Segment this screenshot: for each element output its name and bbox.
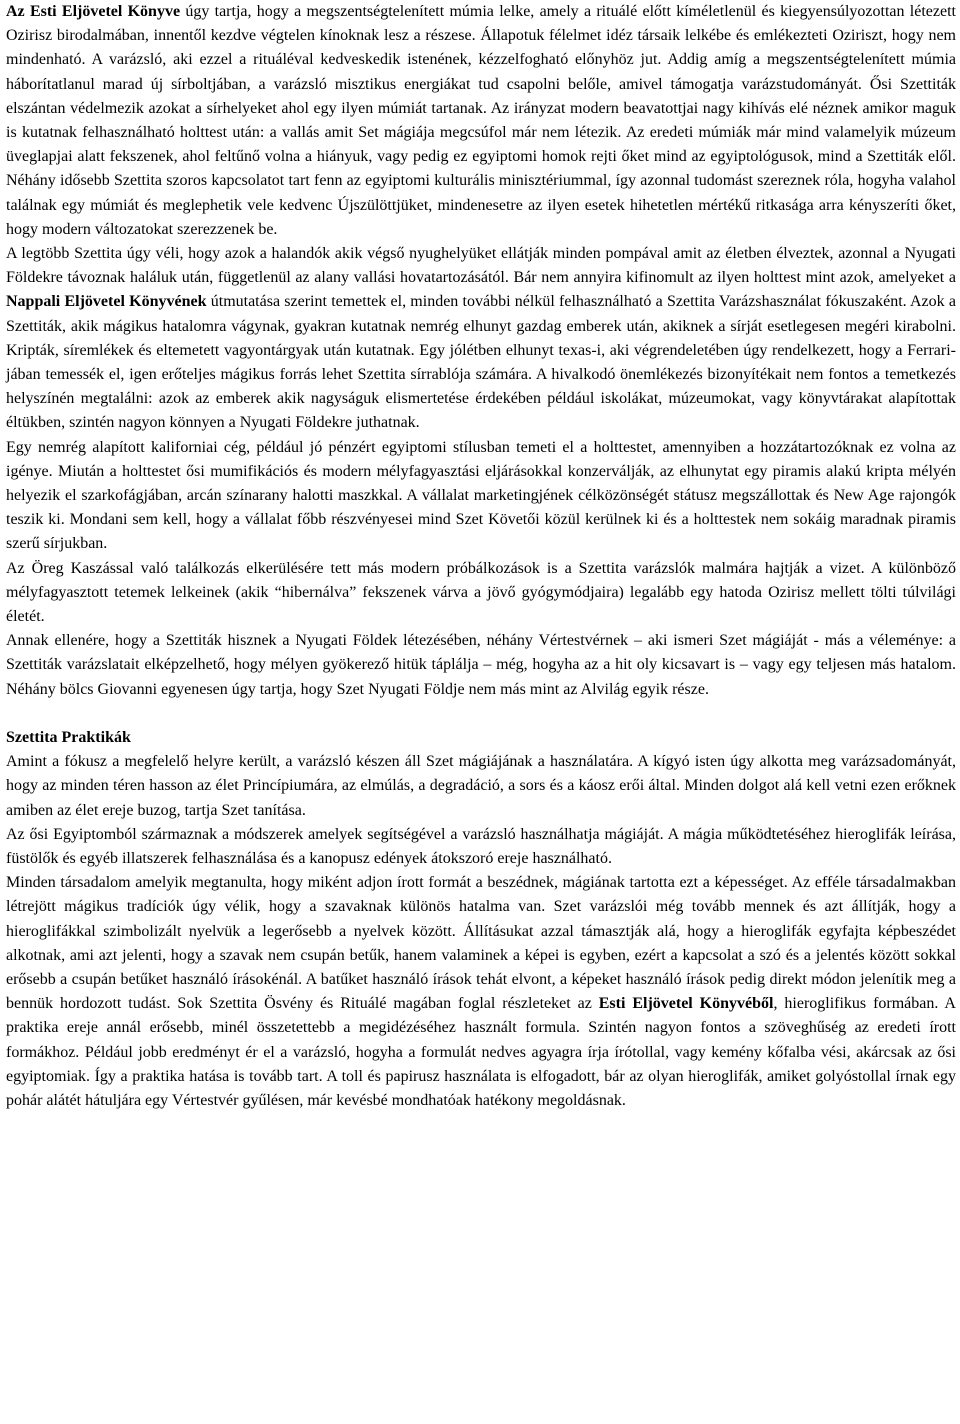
book-title: Esti Eljövetel Könyvéből [598, 995, 774, 1013]
paragraph [6, 242, 956, 436]
book-title: Az Esti Eljövetel Könyve [6, 3, 181, 20]
book-title: Nappali Eljövetel Könyvének [6, 293, 207, 311]
paragraph: Egy nemrég alapított kaliforniai cég, például jó pénzért egyiptomi stílusban temeti el a holttestet, amennyiben a hozzátartozóknak ez volna az igénye. Miután a holttestet ősi mumifikációs és modern mélyfagyasztási eljárásokkal konzerválják, az elhunytat egy piramis alakú kripta mélyén helyezik el szarkofágjában, arcán színarany halotti maszkkal. A vállalat marketingjének célközönségét státusz megszállottak és New Age rajongók teszik ki. Mondani sem kell, hogy a vállalat főbb részvényesei mind Szet Követői közül kerülnek ki és a holttestek nem sokáig maradnak piramis szerű sírjukban. [6, 438, 956, 553]
document-page [6, 0, 956, 1113]
section-heading: Szettita Praktikák [6, 728, 131, 746]
paragraph: Annak ellenére, hogy a Szettiták hisznek a Nyugati Földek létezésében, néhány Vértestvérnek – aki ismeri Szet mágiáját - más a véleménye: a Szettiták varázslatait elképzelhető, hogy mélyen gyökerező hitük táplálja – még, hogyha az a hit oly kicsavart is – vagy egy teljesen más hatalom. Néhány bölcs Giovanni egyenesen úgy tartja, hogy Szet Nyugati Földje nem más mint az Alvilág egyik része. [6, 632, 956, 698]
paragraph: Az Öreg Kaszással való találkozás elkerülésére tett más modern próbálkozások is a Szettita varázslók malmára hajtják a vizet. A különböző mélyfagyasztott tetemek lelkeinek (akik “hibernálva” fekszenek várva a jövő gyógymódjaira) legalább egy hatoda Ozirisz mellett tölti túlvilági életét. [6, 559, 956, 626]
paragraph: Amint a fókusz a megfelelő helyre került, a varázsló készen áll Szet mágiájának a használatára. A kígyó isten úgy alkotta meg varázsadományát, hogy az minden téren hasson az élet Princípiumára, az elmúlás, a degradáció, a sors és a káosz erői által. Minden dolgot alá kell vetni ezen erőknek amiben az élet ereje buzog, tartja Szet tanítása. [6, 753, 956, 819]
paragraph-text: , hieroglifikus formában. A praktika ereje annál erősebb, minél összetettebb a megidézéséhez használt formula. Szintén nagyon fontos a szöveghűség az eredeti írott formákhoz. Például jobb eredményt ér el a varázsló, hogyha a formulát nedves agyagra írja írótollal, vagy kemény kőfalba vési, akárcsak az ősi egyiptomiak. Így a praktika hatása is tovább tart. A toll és papirusz használata is elfogadott, bár az olyan hieroglifák, amiket golyóstollal írnak egy pohár alátét hátuljára egy Vértestvér gyűlésen, már kevésbé mondhatóak hatékony megoldásnak. [6, 995, 956, 1109]
paragraph-text: A legtöbb Szettita úgy véli, hogy azok a halandók akik végső nyughelyüket ellátják minden pompával amit az életben élveztek, azonnal a Nyugati Földekre távoznak haláluk után, függetlenül az alany vallási hovatartozásától. Bár nem annyira kifinomult az ilyen holttest mint azok, amelyeket a [6, 245, 956, 287]
paragraph-text: Minden társadalom amelyik megtanulta, hogy miként adjon írott formát a beszédnek, mágiának tartotta ezt a képességet. Az efféle társadalmakban létrejött mágikus tradíciók úgy vélik, hogy a szavaknak különös hatalma van. Szet varázslói még tovább mennek és azt állítják, hogy a hieroglifákkal szimbolizált nyelvük a legerősebb a nyelvek között. Állításukat azzal támasztják alá, hogy a hieroglifák egyfajta képbeszédet alkotnak, ami azt jelenti, hogy a szavak nem csupán betűk, hanem valaminek a képei is egyben, ezért a kapcsolat a szó és a jelentés között sokkal erősebb a csupán betűket használó írásokénál. A batűket használó írások tehát elvont, a képeket használó írások pedig direkt módon jelenítik meg a bennük hordozott tudást. Sok Szettita Ösvény és Rituálé magában foglal részleteket az [6, 874, 956, 1013]
section-spacer [6, 702, 956, 726]
paragraph [6, 871, 956, 1113]
paragraph-text: úgy tartja, hogy a megszentségtelenített múmia lelke, amely a rituálé előtt kíméletlenül és kiegyensúlyozottan létezett Ozirisz birodalmában, innentől kezdve végtelen kínoknak lesz a részese. Állapotuk félelmet idéz társaik lelkébe és emlékezteti Oziriszt, hogy nem mindenható. A varázsló, aki ezzel a rituáléval kedveskedik istenének, kézzelfogható előnyhöz jut. Addig amíg a megszentségtelenített múmia háborítatlanul marad új sírboltjában, a varázsló misztikus energiákat tud csapolni belőle, amivel támogatja varázstudományát. Ősi Szettiták elszántan védelmezik azokat a sírhelyeket ahol egy ilyen múmiát tartanak. Az irányzat modern beavatottjai nagy kihívás elé néznek amikor maguk is kutatnak felhasználható holttest után: a vallás amit Set mágiája megcsúfol már nem létezik. Az eredeti múmiák már mind valamelyik múzeum üveglapjai alatt fekszenek, ahol feltűnő volna a hiányuk, vagy pedig ez egyiptomi homok rejti őket mind az egyiptológusok, mind a Szettiták elől. Néhány idősebb Szettita szoros kapcsolatot tart fenn az egyiptomi kulturális minisztériummal, így azonnal tudomást szereznek róla, hogyha valahol találnak egy múmiát és meglephetik vele kedvenc Újszülöttjüket, mindenesetre az ilyen esetek hihetetlen mértékű ritkasága arra kényszeríti őket, hogy modern változatokat szerezzenek be. [6, 3, 956, 238]
paragraph [6, 0, 956, 242]
paragraph-text: útmutatása szerint temettek el, minden további nélkül felhasználható a Szettita Varázshasználat fókuszaként. Azok a Szettiták, akik mágikus hatalomra vágynak, gyakran kutatnak nemrég elhunyt gazdag emberek után, akiknek a sírját esetlegesen megéri kirabolni. Kripták, síremlékek és eltemetett vagyontárgyak után kutatnak. Egy jólétben elhunyt texas-i, aki végrendeletében úgy rendelkezett, hogy a Ferrari-jában temessék el, igen erőteljes mágikus forrás lehet Szettita sírrablója számára. A hivalkodó önemlékezés bizonyítékait nem fontos a temetkezés helyszínén megtalálni: azok az emberek akik nagyságuk elismertetése érdekében például iskolákat, múzeumokat, vagy könyvtárakat alapítottak éltükben, szintén nagyon könnyen a Nyugati Földekre juthatnak. [6, 293, 956, 432]
paragraph: Az ősi Egyiptomból származnak a módszerek amelyek segítségével a varázsló használhatja mágiáját. A mágia működtetéséhez hieroglifák leírása, füstölők és egyéb illatszerek felhasználása és a kanopusz edények átokszoró ereje használható. [6, 825, 956, 867]
